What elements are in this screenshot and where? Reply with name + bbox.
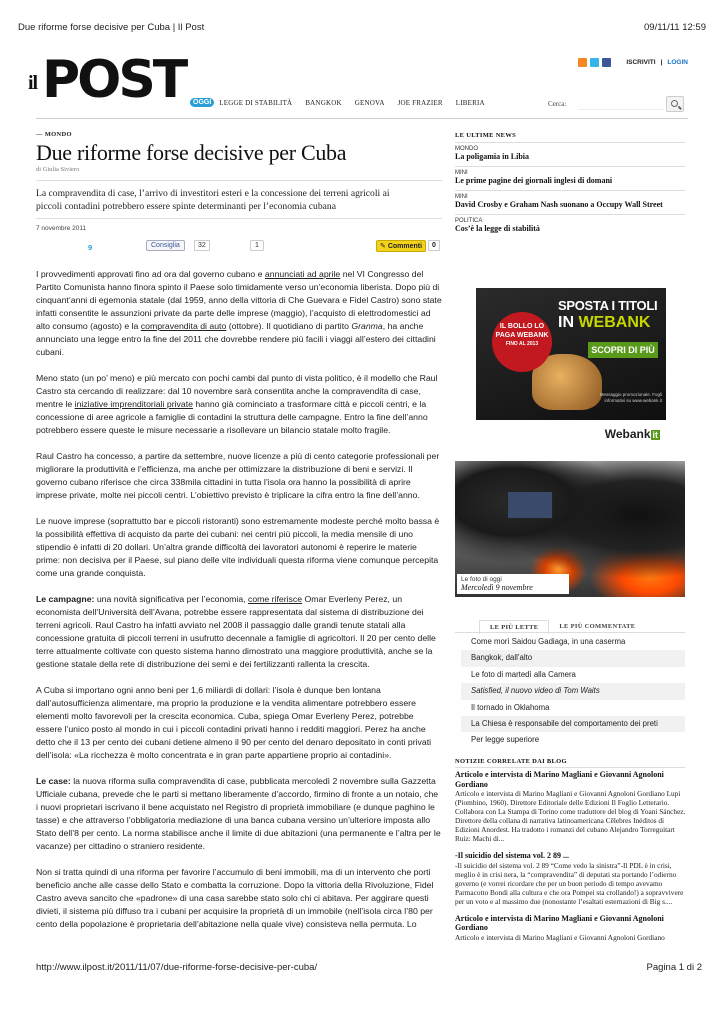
latest-news-heading: LE ULTIME NEWS xyxy=(455,132,517,139)
article-title: Due riforme forse decisive per Cuba xyxy=(36,140,347,165)
facebook-like-button[interactable]: Consiglia xyxy=(146,240,185,251)
nav-divider xyxy=(36,118,688,119)
latest-news-list xyxy=(455,142,685,238)
billboard-image xyxy=(507,491,553,519)
comments-button[interactable] xyxy=(376,240,426,252)
facebook-icon[interactable] xyxy=(602,58,611,67)
related-item xyxy=(455,851,687,906)
article-body xyxy=(36,268,442,944)
article-lead: La compravendita di case, l’arrivo di investitori esteri e la concessione dei terreni agricoli ai piccoli contadini potrebbero essere spinte determinanti per l’economia cubana xyxy=(36,188,390,212)
lead-divider xyxy=(36,218,442,219)
paragraph-1: I provvedimenti approvati fino ad ora dal governo cubano e annunciati ad aprile nel VI Congresso del Partito Comunista hanno finora spinto il Paese solo timidamente verso un’economia liberista. Dopo più di cinquant’anni di egemonia statale (dal 1959, anno della vittoria di Che Guevara e Fidel Castro) sono state infatti consentite le assunzioni private da parte delle imprese (maggio), l’acquisto di elettrodomestici ad alto consumo (agosto) e la compravendita di auto (ottobre). Il quotidiano di partito Granma, ha anche annunciato una legge entro la fine del 2011 che dovrebbe rendere più facili i viaggi all’estero dei cittadini cubani. xyxy=(36,269,442,357)
link-come-riferisce[interactable]: come riferisce xyxy=(248,594,303,604)
webank-logo: Webank it xyxy=(604,427,658,441)
social-bar xyxy=(36,240,440,256)
article-section[interactable]: — MONDO xyxy=(36,131,72,138)
link-iniziative[interactable]: iniziative imprenditoriali private xyxy=(74,399,193,409)
nav-item-joe-frazier[interactable]: JOE FRAZIER xyxy=(397,98,443,107)
link-annunciati[interactable]: annunciati ad aprile xyxy=(264,269,341,279)
search-button[interactable] xyxy=(666,96,684,112)
ad-line2: IN WEBANK xyxy=(558,314,651,331)
tabs-divider xyxy=(455,632,685,633)
paragraph-3: Raul Castro ha concesso, a partire da settembre, nuove licenze a più di cento categorie professionali per migliorare la produttività e l’efficienza, ma anche per ottimizzare la distribuzione di beni e servizi. Il governo cubano riferisce che circa 338mila cittadini in tutta l’isola ora hanno la possibilità di aprire imprese private, molte nei piccoli centri. L’obiettivo previsto è triplicare la cifra entro la fine dell’anno. xyxy=(36,451,440,500)
login-link[interactable]: LOGIN xyxy=(667,59,688,66)
news-item[interactable] xyxy=(455,214,685,238)
related-desc: Articolo e intervista di Marino Magliani e Giovanni Agnoloni Gordiano xyxy=(455,932,665,942)
tab-piu-commentate[interactable]: LE PIÙ COMMENTATE xyxy=(549,620,645,634)
list-item[interactable]: Per legge superiore xyxy=(471,735,540,745)
article-byline[interactable]: di Giulia Siviero xyxy=(36,166,80,173)
search-icon xyxy=(671,100,678,107)
link-compravendita-auto[interactable]: compravendita di auto xyxy=(140,321,227,331)
related-title[interactable]: Articolo e intervista di Marino Magliani e Giovanni Agnoloni Gordiano xyxy=(455,913,664,932)
news-item[interactable] xyxy=(455,142,685,166)
paragraph-7: Le case: la nuova riforma sulla compravendita di case, pubblicata mercoledì 2 novembre sulla Gazzetta Ufficiale cubana, prevede che le parti si mettano liberamente d’accordo, firmino di fronte a un notaio, che i nuovi proprietari iscrivano il bene acquistato nel Registro di proprietà immobiliare (e dunque paghino le tasse) e che attraverso l’obbligatoria mediazione di una banca cubana versino un’ulteriore imposta allo Stato dell’8 per cento. La norma stabilisce anche il limite di due abitazioni (una permanente e l’altra per le vacanze) per cittadino o straniero residente. xyxy=(36,776,441,851)
related-title[interactable]: -Il suicidio del sistema vol. 2 89 ... xyxy=(455,851,570,860)
site-logo[interactable] xyxy=(28,50,186,110)
comment-icon: ✎ xyxy=(380,243,388,250)
related-item xyxy=(455,770,687,843)
print-page: Pagina 1 di 2 xyxy=(646,962,702,973)
news-category: MONDO xyxy=(455,146,478,152)
ad-disclaimer: Messaggio promozionale. Fogli informativi su www.webank.it xyxy=(599,392,662,403)
oggi-badge[interactable]: OGGI xyxy=(190,98,214,107)
print-datetime: 09/11/11 12:59 xyxy=(644,22,706,33)
news-headline: La poligamia in Libia xyxy=(455,152,530,161)
comments-label: Commenti xyxy=(387,243,423,250)
webank-ad[interactable] xyxy=(476,288,666,446)
related-desc: -Il suicidio del sistema vol. 2 89 “Come vedo la sinistra”-Il PDL è in crisi, meglio è in crisi nera, la “compravendita” di deputati sta portando l’odierno governo (e vorrei ricordare che per un buon periodo di tempo avevamo Parmacotto Bondi alla cultura e che ora Pompei sta crollando!) a sopravvivere per un voto e al massimo due (nonostante l’esaltati esternazioni di Big s.... xyxy=(455,860,684,906)
list-item[interactable]: La Chiesa è responsabile del comportamento dei preti xyxy=(461,716,685,732)
search-input[interactable] xyxy=(578,96,664,110)
nav-item-legge-stabilita[interactable]: LEGGE DI STABILITÀ xyxy=(219,98,293,107)
ad-cta-button[interactable]: SCOPRI DI PIÙ xyxy=(588,342,658,358)
print-footer xyxy=(36,962,702,973)
paragraph-2: Meno stato (un po’ meno) e più mercato con pochi cambi dal punto di vista politico, è il modello che Raul Castro sta cercando di realizzare: dal 10 novembre sarà consentita anche la compravendita di case, mentre le iniziative imprenditoriali private hanno già cominciato a trasformare città e piccoli centri, e la concessione di aree agricole a famiglie di contadini la struttura delle campagne. Entro la fine dell’anno potrebbero essere queste le misure necessarie a risollevare un bilancio statale molto fragile. xyxy=(36,373,438,435)
like-count: 32 xyxy=(194,240,210,251)
nav-item-genova[interactable]: GENOVA xyxy=(354,98,385,107)
ad-footer xyxy=(476,420,666,446)
paragraph-4: Le nuove imprese (soprattutto bar e piccoli ristoranti) sono estremamente modeste perché molto bassa è la possibilità effettiva di acquisto da parte dei cubani: nei centri più piccoli, la media mensile di uno stipendio è infatti di 20 dollari. Un’altra grande difficoltà dei lavoratori autonomi è reperire le materie prime: non decisiva per il Paese, sul piano delle vite individuali questa riforma viene comunque percepita come una grande conquista. xyxy=(36,516,440,578)
title-divider xyxy=(36,180,442,181)
news-item[interactable] xyxy=(455,166,685,190)
twitter-icon[interactable] xyxy=(590,58,599,67)
list-item[interactable]: Satisfied, il nuovo video di Tom Waits xyxy=(461,683,685,699)
news-headline: Le prime pagine dei giornali inglesi di domani xyxy=(455,176,613,185)
related-desc: Articolo e intervista di Marino Magliani e Giovanni Agnoloni Gordiano Lupi (Piombino, 1960). Direttore Editoriale delle Edizioni Il Foglio Letterario. Collabora con La Stampa di Torino come traduttore del blog di Yoani Sánchez. Direttore della collana di narrativa latinoamericana Cēlebres Inéditos di Edizioni Anordest. Ha tradotto i romanzi del cubano Alejandro Torreguitart Ruiz: Machi di... xyxy=(455,789,686,843)
paragraph-8: Non si tratta quindi di una riforma per favorire l’accumulo di beni immobili, ma di un intervento che porti beneficio anche alle casse dello Stato e combatta la corruzione. Dopo la vittoria della Rivoluzione, Fidel Castro aveva sancito che «padrone» di una casa sarebbe stato solo chi ci abitava. Per aggirare questi divieti, il sistema più diffuso tra i cubani per acquisire la proprietà di un immobile (nell’isola circa l’80 per cento della popolazione è proprietaria dell’abitazione nella quale vive) consisteva nella permuta. Lo xyxy=(36,867,434,929)
paragraph-5: Le campagne: una novità significativa per l’economia, come riferisce Omar Everleny Perez, un economista dell’Università dell’Avana, potrebbe essere rappresentata dal sistema di distribuzione dei terreni agricoli. Raul Castro ha infatti avviato nel 2008 il passaggio dalle grandi tenute statali alla concessione gratuita di piccoli terreni in usufrutto decennale a famiglie di agricoltori. Il 20 per cento delle terre attualmente coltivate con questo sistema hanno dimostrato una maggiore produttività, anche se la gestione statale della rete di distribuzione dei semi e dei fertilizzanti rallenta la crescita. xyxy=(36,594,436,669)
news-headline: Cos’è la legge di stabilità xyxy=(455,224,540,233)
link-separator: | xyxy=(660,59,663,66)
popular-list xyxy=(461,634,685,749)
gplus-button[interactable]: 1 xyxy=(250,240,264,251)
related-heading: NOTIZIE CORRELATE DAI BLOG xyxy=(455,758,567,765)
news-category: POLITICA xyxy=(455,218,483,224)
photo-caption xyxy=(457,574,569,594)
ad-badge: IL BOLLO LO PAGA WEBANK FINO AL 2013 xyxy=(492,312,552,372)
tab-piu-lette[interactable]: LE PIÙ LETTE xyxy=(479,620,549,634)
article-date: 7 novembre 2011 xyxy=(36,225,87,232)
print-header xyxy=(18,22,706,33)
news-category: MINI xyxy=(455,170,468,176)
paragraph-6: A Cuba si importano ogni anno beni per 1,6 miliardi di dollari: l’isola è dunque ben lontana dall’autosufficienza alimentare, ma proprio la produzione e la vendita alimentare potrebbero essere elementi molto favorevoli per la crescita economica. Cuba, spiega Omar Everleny Perez, potrebbe essere l’unico posto al mondo in cui i piccoli contadini privati hanno i redditi maggiori. Perez ha anche detto che il 13 per cento dei cubani detiene almeno il 90 per cento del denaro depositato in conti privati dell’isola: «La ricchezza è molto concentrata e in gran parte appartiene proprio ai contadini». xyxy=(36,685,432,760)
ad-line1: SPOSTA I TITOLI xyxy=(558,298,658,313)
list-item[interactable]: Le foto di martedì alla Camera xyxy=(471,669,576,679)
photo-title: Mercoledì 9 novembre xyxy=(461,583,533,592)
related-item xyxy=(455,914,687,942)
logo-il: il xyxy=(28,72,38,94)
rss-icon[interactable] xyxy=(578,58,587,67)
print-url: http://www.ilpost.it/2011/11/07/due-riforme-forse-decisive-per-cuba/ xyxy=(36,962,318,973)
list-item[interactable]: Come morì Saidou Gadiaga, in una caserma xyxy=(471,637,626,646)
news-category: MINI xyxy=(455,194,468,200)
nav-item-liberia[interactable]: LIBERIA xyxy=(455,98,485,107)
search-label: Cerca: xyxy=(548,100,567,108)
news-headline: David Crosby e Graham Nash suonano a Occupy Wall Street xyxy=(455,200,663,209)
related-list xyxy=(455,770,687,950)
news-item[interactable] xyxy=(455,190,685,214)
related-divider xyxy=(455,767,685,768)
top-links xyxy=(578,58,688,67)
list-item[interactable]: Il tornado in Oklahoma xyxy=(471,702,550,712)
logo-post: POST xyxy=(42,50,186,110)
print-title: Due riforme forse decisive per Cuba | Il Post xyxy=(18,22,205,33)
main-nav xyxy=(190,98,498,107)
list-item[interactable]: Bangkok, dall’alto xyxy=(461,650,685,666)
photo-of-the-day[interactable] xyxy=(455,461,685,597)
nav-item-bangkok[interactable]: BANGKOK xyxy=(305,98,342,107)
tweet-count[interactable]: 9 xyxy=(88,243,93,252)
comments-count: 0 xyxy=(428,240,440,251)
signup-link[interactable]: ISCRIVITI xyxy=(626,59,656,66)
photo-kicker: Le foto di oggi xyxy=(461,576,502,583)
related-title[interactable]: Articolo e intervista di Marino Magliani e Giovanni Agnoloni Gordiano xyxy=(455,770,664,789)
